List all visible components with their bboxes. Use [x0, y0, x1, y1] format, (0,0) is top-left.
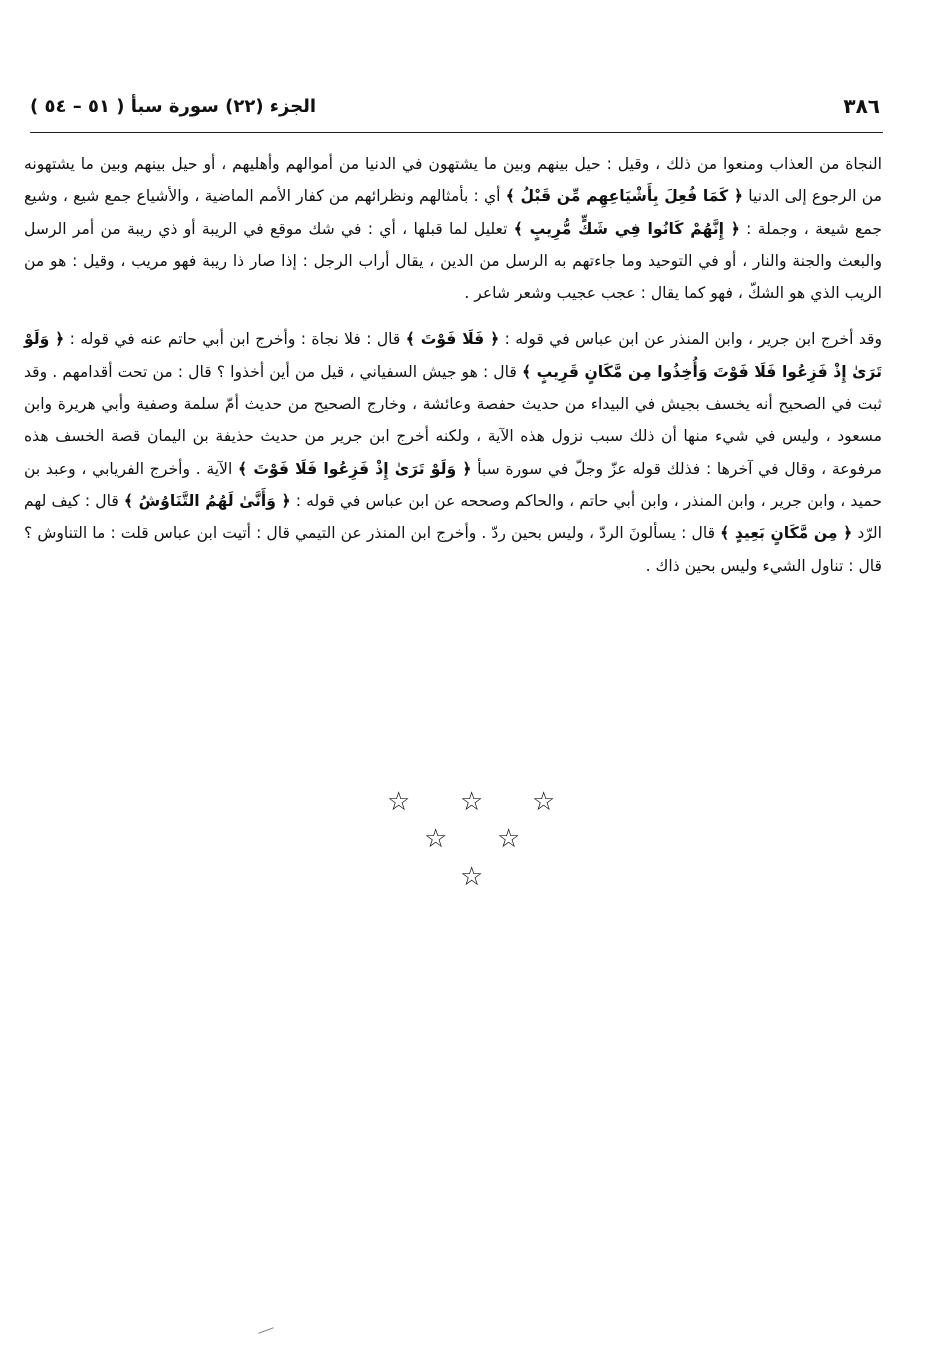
quran-quote: ﴿ مِن مَّكَانٍ بَعِيدٍ ﴾ — [720, 524, 853, 543]
text-segment: تعليل لما قبلها ، أي : في شك موقع في الريبة أو ذي ريبة من أمر الرسل والبعث والجنة والنار ، أو في التوحيد وما جاءتهم به الرسل من الدين ، يقال أراب الرجل : إذا صار ذا ريبة فهو مريب ، وقيل : هو من الريب الذي هو الشكّ ، فهو كما يقال : عجب عجيب وشعر شاعر . — [24, 219, 882, 303]
quran-quote: ﴿ فَلَا فَوْتَ ﴾ — [405, 330, 500, 349]
page-header — [30, 92, 880, 126]
quran-quote: ﴿ كَمَا فُعِلَ بِأَشْيَاعِهِم مِّن قَبْلُ ﴾ — [505, 187, 744, 206]
star-icon: ☆ — [460, 787, 484, 817]
section-ornament — [0, 780, 951, 900]
text-segment: قال : فلا نجاة : وأخرج ابن أبي حاتم عنه في قوله : — [64, 330, 406, 349]
quran-quote: ﴿ وَلَوْ تَرَىٰ إِذْ فَزِعُوا فَلَا فَوْتَ ﴾ — [238, 459, 472, 478]
text-segment: قال : هو جيش السفياني ، قيل من أين أخذوا ؟ قال : من تحت أقدامهم . وقد ثبت في الصحيح أنه يخسف بجيش في البيداء من حديث حفصة وعائشة ، وخارج الصحيح من حديث أمّ سلمة وصفية وأبي هريرة وابن مسعود ، وليس في شيء منها أن ذلك سبب نزول هذه الآية ، ولكنه أخرج ابن جرير من حديث حذيفة بن اليمان قصة الخسف هذه مرفوعة ، وقال في آخرها : فذلك قوله عزّ وجلّ في سورة سبأ — [24, 362, 882, 478]
quran-quote: ﴿ وَأَنَّىٰ لَهُمُ التَّنَاوُشُ ﴾ — [123, 491, 291, 510]
quran-quote: ﴿ إِنَّهُمْ كَانُوا فِي شَكٍّ مُّرِيبٍ ﴾ — [513, 219, 740, 238]
header-divider — [30, 132, 883, 133]
star-icon: ☆ — [424, 824, 448, 854]
star-icon: ☆ — [497, 824, 521, 854]
text-segment: النجاة من العذاب ومنعوا من ذلك ، وقيل : حيل بينهم وبين ما يشتهون في الدنيا من أموالهم وأهليهم ، أو حيل بينهم وبين ما يشتهونه من الرجوع إلى الدنيا — [24, 155, 882, 206]
running-title: الجزء (٢٢) سورة سبأ ( ٥١ – ٥٤ ) — [30, 96, 317, 117]
paragraph-1 — [24, 148, 882, 309]
star-icon: ☆ — [387, 787, 411, 817]
text-segment: قال : يسألونَ الردّ ، وليس بحين ردّ . وأخرج ابن المنذر عن التيمي قال : أتيت ابن عباس قلت : ما التناوش ؟ قال : تناول الشيء وليس بحين ذاك . — [24, 524, 882, 575]
text-segment: وقد أخرج ابن جرير ، وابن المنذر عن ابن عباس في قوله : — [499, 330, 883, 349]
star-icon: ☆ — [532, 787, 556, 817]
quran-quote: ﴿ وَلَوْ تَرَىٰ إِذْ فَزِعُوا فَلَا فَوْتَ وَأُخِذُوا مِن مَّكَانٍ قَرِيبٍ ﴾ — [24, 330, 882, 381]
paragraph-2 — [24, 323, 882, 581]
text-segment: الآية . وأخرج الفريابي ، وعبد بن حميد ، وابن جرير ، وابن المنذر ، وابن أبي حاتم ، والحاكم وصححه عن ابن عباس في قوله : — [24, 459, 882, 510]
scan-mark — [258, 1327, 273, 1333]
text-segment: أي : بأمثالهم ونظرائهم من كفار الأمم الماضية ، والأشياع جمع شيع ، وشيع جمع شيعة ، وجملة : — [24, 187, 882, 238]
page-number: ٣٨٦ — [843, 94, 880, 118]
main-text — [24, 148, 882, 582]
star-icon: ☆ — [460, 862, 484, 892]
text-segment: قال : كيف لهم الرّد — [24, 491, 882, 543]
